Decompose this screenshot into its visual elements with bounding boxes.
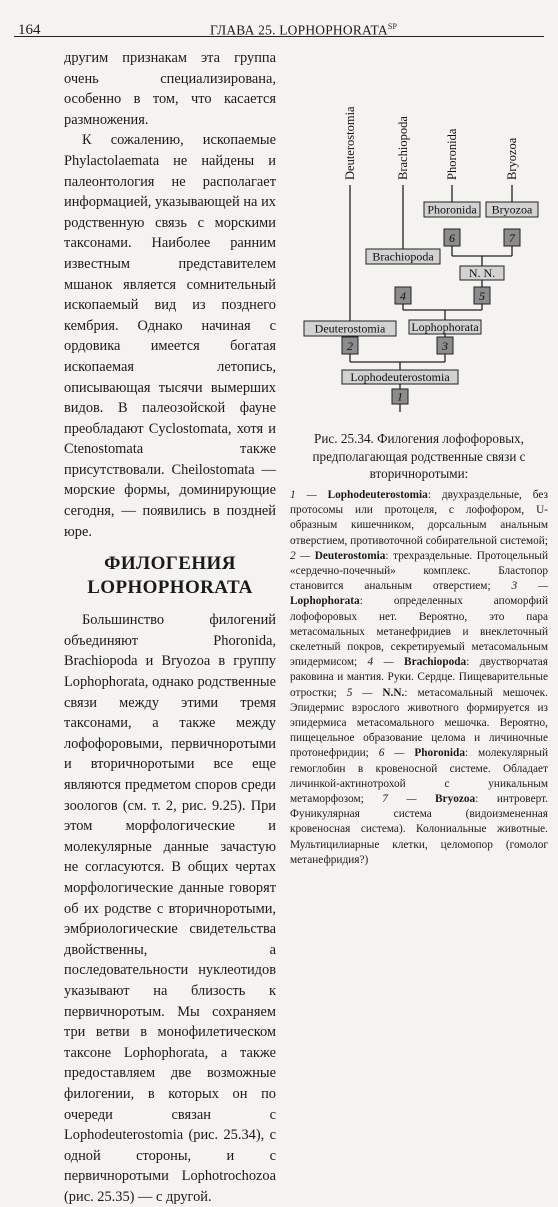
box-label-deuterostomia: Deuterostomia	[314, 321, 386, 336]
tip-label-deuterostomia: Deuterostomia	[343, 106, 357, 180]
paragraph-3: Большинство филогений объединяют Phoronida, Brachiopoda и Bryozoa в группу Lophophorata, однако родственные связи между этими тремя таксонами, а также между лофофоровыми, первичноротыми и вторичноротыми все еще являются предметом споров среди зоологов (см. т. 2, рис. 9.25). При этом морфологические и молекулярные данные зачастую не согласуются. В общих чертах морфологические данные говорят об их родстве с вторичноротыми, эмбриологические свидетельства двойственны, а последовательности нуклеотидов указывают на близость к первичноротым. Мы сохраняем три ветви в монофилетическом таксоне Lophophorata, а также предоставляем две возможные филогении, в которых он по очереди связан с Lophodeuterostomia (рис. 25.34), с одной стороны, и с первичноротыми Lophotrochozoa (рис. 25.35) — с другой.	[64, 612, 276, 1205]
legend-text	[290, 488, 548, 868]
node-number-1: 1	[397, 389, 403, 404]
box-label-phoronida: Phoronida	[427, 202, 477, 217]
phylogeny-figure	[290, 50, 550, 420]
tip-label-bryozoa: Bryozoa	[505, 137, 519, 180]
legend-item-4: 4 — Brachiopoda: двустворчатая раковина и мантия. Руки. Сердце. Пищеварительные отростки;	[290, 656, 549, 699]
figure-legend	[290, 488, 548, 868]
page-number: 164	[18, 22, 41, 38]
node-number-3: 3	[442, 339, 448, 353]
node-number-5: 5	[479, 289, 485, 303]
node-number-2: 2	[347, 339, 353, 353]
node-number-6: 6	[449, 231, 455, 245]
box-label-nn: N. N.	[468, 266, 496, 280]
paragraph-2: К сожалению, ископаемые Phylactolaemata не найдены и палеонтология не располагает информацией, указывающей на их родственную связь с морскими таксонами. Наиболее ранним известным представителем мшанок является сомнительный ископаемый вид из позднего кембрия. Однако начиная с ордовика имеется богатая ископаемая летопись, описывающая тысячи вымерших видов. В палеозойской фауне преобладают Cyclostomata, хотя и Ctenostomata также присутствовали. Cheilostomata — морские формы, доминирующие сегодня, — появились в поздней юре.	[64, 132, 276, 540]
tip-label-phoronida: Phoronida	[445, 128, 459, 180]
box-label-lophodeuterostomia: Lophodeuterostomia	[350, 370, 450, 384]
legend-item-5: 5 — N.N.: метасомальный мешочек. Эпидермис взрослого животного формируется из эпидермиса метасомального мешочка. Вероятно, пищецельное образование целома и личиночные протонефридии;	[290, 686, 548, 760]
node-number-7: 7	[509, 231, 515, 245]
box-label-lophophorata: Lophophorata	[411, 320, 479, 334]
legend-item-1: 1 — Lophodeuterostomia: двухраздельные, без протосомы или протоцеля, с лофофором, U-образным кишечником, дорсальным анальным отверстием, противоточной собирательной системой;	[290, 489, 548, 547]
node-number-4: 4	[400, 289, 406, 303]
legend-item-3: 3 — Lophophorata: определенных апоморфий лофофоровых нет. Вероятно, это пара метасомальных метанефридиев и внеклеточный скелетный покров, секретируемый метасомальным эпидермисом;	[290, 580, 548, 669]
running-title: ГЛАВА 25. $LOPHOPHORATA^{SP}$	[210, 22, 398, 38]
box-label-brachiopoda: Brachiopoda	[372, 249, 434, 264]
box-label-bryozoa: Bryozoa	[491, 202, 533, 217]
legend-item-2: 2 — Deuterostomia: трехраздельные. Протоцельный «сердечно-почечный» комплекс. Бластопор становится анальным отверстием;	[290, 549, 549, 593]
section-title: ФИЛОГЕНИЯ LOPHOPHORATA	[87, 553, 253, 599]
page-header	[14, 10, 544, 38]
main-text-column	[64, 48, 276, 1207]
paragraph-1: другим признакам эта группа очень специализирована, особенно в том, что касается размножения.	[64, 50, 276, 128]
tip-label-brachiopoda: Brachiopoda	[396, 116, 410, 180]
phylogeny-diagram	[290, 50, 550, 420]
legend-item-6: 6 — Phoronida: молекулярный гемоглобин в кровеносной системе. Обладает личинкой-актинотрохой с уникальным метаморфозом;	[290, 747, 548, 806]
header-rule	[14, 36, 544, 37]
figure-caption: Рис. 25.34. Филогения лофофоровых, предполагающая родственные связи с вторичноротыми:	[312, 431, 526, 481]
legend-item-7: 7 — Bryozoa: интроверт. Фуникулярная система (видоизмененная кровеносная система). Колониальные животные. Мультицилиарные клетки, целомопор (гомолог метанефридия?)	[290, 793, 548, 866]
